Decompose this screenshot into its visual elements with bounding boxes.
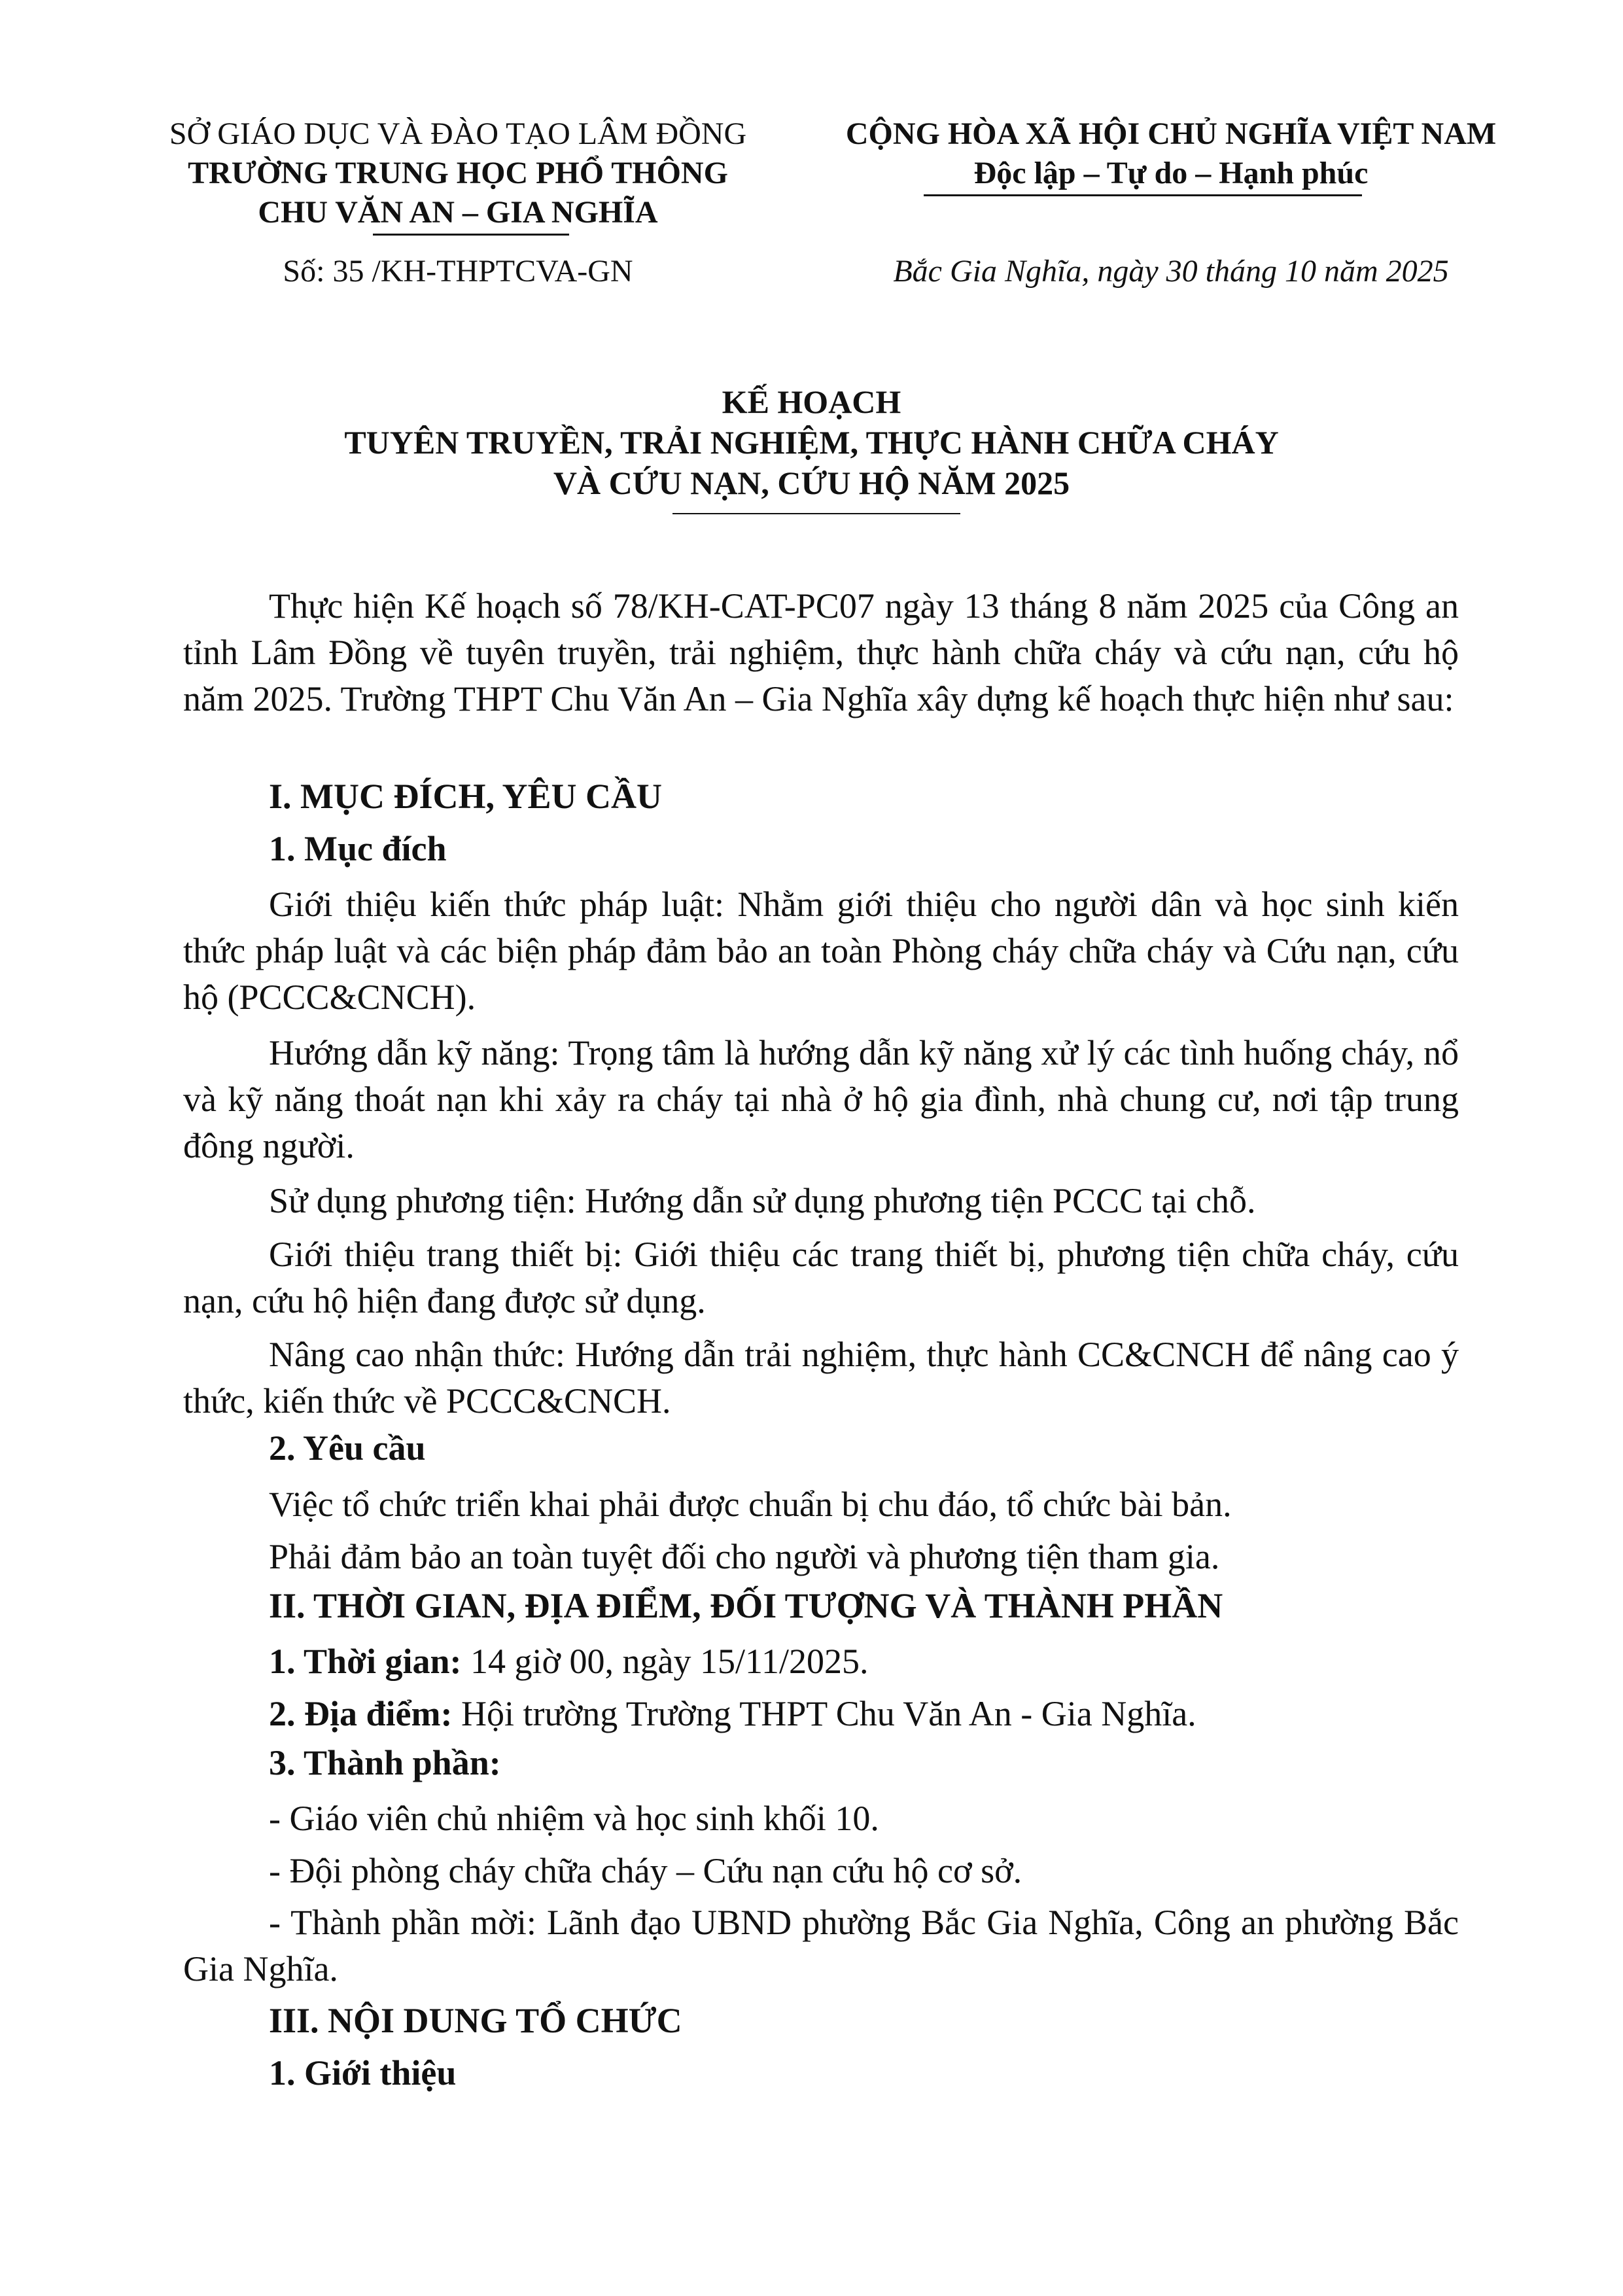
section-1-heading: I. MỤC ĐÍCH, YÊU CẦU	[269, 777, 662, 816]
national-motto: Độc lập – Tự do – Hạnh phúc	[973, 156, 1369, 190]
time-value: 14 giờ 00, ngày 15/11/2025.	[461, 1642, 869, 1681]
school-name-line2: CHU VĂN AN – GIA NGHĨA	[258, 195, 658, 230]
agency-name: SỞ GIÁO DỤC VÀ ĐÀO TẠO LÂM ĐỒNG	[169, 116, 747, 151]
doc-subtitle-line1: TUYÊN TRUYỀN, TRẢI NGHIỆM, THỰC HÀNH CHỮA CHÁY	[344, 424, 1279, 461]
school-underline	[373, 234, 569, 236]
school-name-line1: TRƯỜNG TRUNG HỌC PHỔ THÔNG	[188, 156, 728, 190]
section-3-heading: III. NỘI DUNG TỔ CHỨC	[269, 2001, 682, 2040]
place-line	[269, 1690, 1196, 1737]
purpose-paragraph-2: Hướng dẫn kỹ năng: Trọng tâm là hướng dẫn kỹ năng xử lý các tình huống cháy, nổ và kỹ năng thoát nạn khi xảy ra cháy tại nhà ở hộ gia đình, nhà chung cư, nơi tập trung đông người.	[183, 1033, 1459, 1165]
member-item-1: - Giáo viên chủ nhiệm và học sinh khối 10.	[269, 1799, 879, 1838]
motto-underline	[924, 194, 1362, 196]
member-item-3: - Thành phần mời: Lãnh đạo UBND phường Bắc Gia Nghĩa, Công an phường Bắc Gia Nghĩa.	[183, 1903, 1459, 1988]
section-1-sub2: 2. Yêu cầu	[269, 1428, 426, 1468]
purpose-paragraph-5: Nâng cao nhận thức: Hướng dẫn trải nghiệm, thực hành CC&CNCH để nâng cao ý thức, kiến thức về PCCC&CNCH.	[183, 1335, 1459, 1421]
place-label: 2. Địa điểm:	[269, 1694, 453, 1733]
place-date: Bắc Gia Nghĩa, ngày 30 tháng 10 năm 2025	[893, 254, 1449, 289]
document-number: Số: 35 /KH-THPTCVA-GN	[283, 254, 633, 289]
place-value: Hội trường Trường THPT Chu Văn An - Gia Nghĩa.	[452, 1694, 1196, 1733]
section-1-sub1: 1. Mục đích	[269, 829, 447, 868]
time-line	[269, 1638, 869, 1685]
members-label: 3. Thành phần:	[269, 1743, 501, 1782]
purpose-paragraph-1: Giới thiệu kiến thức pháp luật: Nhằm giới thiệu cho người dân và học sinh kiến thức pháp luật và các biện pháp đảm bảo an toàn Phòng cháy chữa cháy và Cứu nạn, cứu hộ (PCCC&CNCH).	[183, 885, 1459, 1017]
nation-name: CỘNG HÒA XÃ HỘI CHỦ NGHĨA VIỆT NAM	[845, 116, 1497, 151]
intro-paragraph: Thực hiện Kế hoạch số 78/KH-CAT-PC07 ngày 13 tháng 8 năm 2025 của Công an tỉnh Lâm Đồng về tuyên truyền, trải nghiệm, thực hành chữa cháy và cứu nạn, cứu hộ năm 2025. Trường THPT Chu Văn An – Gia Nghĩa xây dựng kế hoạch thực hiện như sau:	[183, 586, 1459, 718]
section-2-heading: II. THỜI GIAN, ĐỊA ĐIỂM, ĐỐI TƯỢNG VÀ THÀNH PHẦN	[269, 1586, 1223, 1625]
member-item-2: - Đội phòng cháy chữa cháy – Cứu nạn cứu hộ cơ sở.	[269, 1851, 1022, 1890]
requirement-1: Việc tổ chức triển khai phải được chuẩn bị chu đáo, tổ chức bài bản.	[269, 1485, 1232, 1524]
requirement-2: Phải đảm bảo an toàn tuyệt đối cho người và phương tiện tham gia.	[269, 1537, 1220, 1576]
section-3-sub1: 1. Giới thiệu	[269, 2053, 457, 2093]
time-label: 1. Thời gian:	[269, 1642, 462, 1681]
doc-subtitle-line2: VÀ CỨU NẠN, CỨU HỘ NĂM 2025	[553, 465, 1070, 501]
purpose-paragraph-3: Sử dụng phương tiện: Hướng dẫn sử dụng phương tiện PCCC tại chỗ.	[269, 1181, 1256, 1220]
purpose-paragraph-4: Giới thiệu trang thiết bị: Giới thiệu các trang thiết bị, phương tiện chữa cháy, cứu nạn, cứu hộ hiện đang được sử dụng.	[183, 1235, 1459, 1320]
doc-title: KẾ HOẠCH	[722, 383, 901, 420]
title-underline	[672, 513, 960, 514]
